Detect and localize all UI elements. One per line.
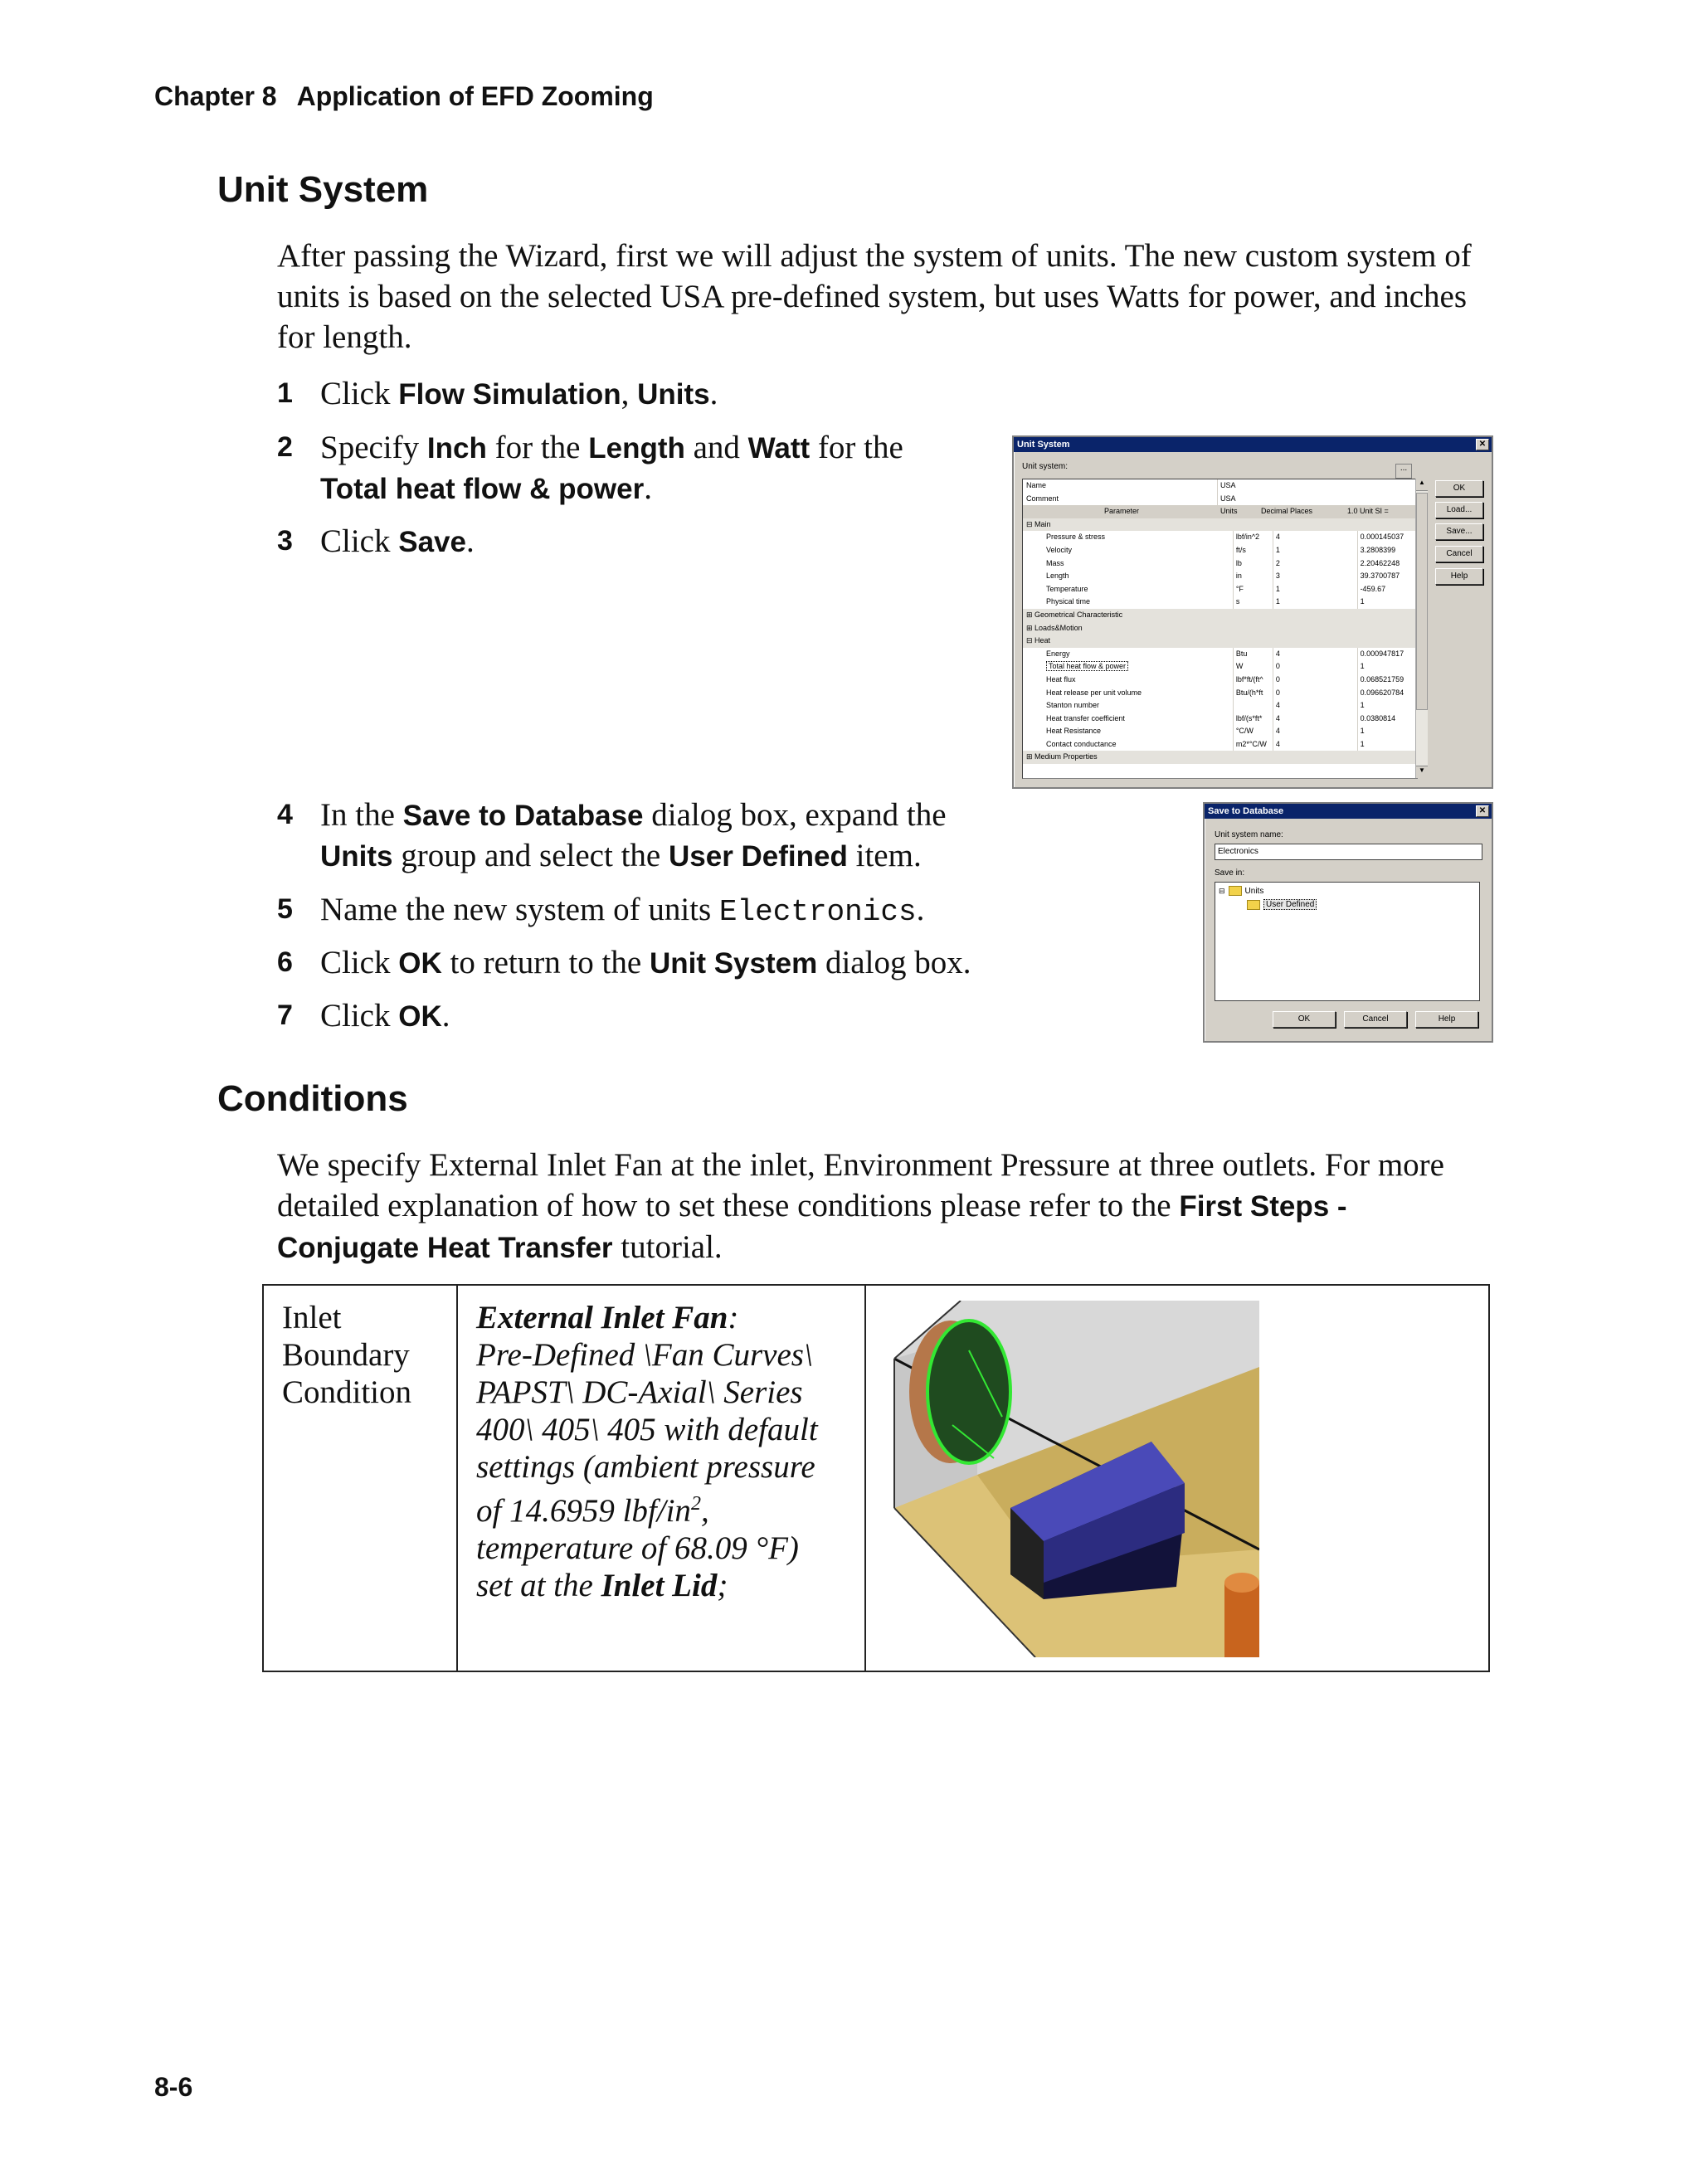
grid-row[interactable]: Velocity ft/s 1 3.2808399 xyxy=(1023,544,1417,557)
tree-node-user-defined[interactable]: User Defined xyxy=(1247,899,1317,910)
save-to-database-dialog xyxy=(1203,802,1493,1043)
grid-row[interactable]: Heat flux lbf*ft/(ft^ 0 0.068521759 xyxy=(1023,674,1417,687)
step-number: 4 xyxy=(277,799,293,830)
grid-row[interactable]: Heat release per unit volume Btu/(h*ft 0 0.096620784 xyxy=(1023,687,1417,700)
grid-row[interactable]: Mass lb 2 2.20462248 xyxy=(1023,557,1417,571)
grid-row[interactable]: Temperature °F 1 -459.67 xyxy=(1023,583,1417,596)
step-number: 1 xyxy=(277,377,293,409)
ok-button[interactable]: OK xyxy=(1435,480,1483,497)
cancel-button[interactable]: Cancel xyxy=(1435,546,1483,562)
chapter-title: Application of EFD Zooming xyxy=(296,81,654,111)
save-button[interactable]: Save... xyxy=(1435,523,1483,540)
step-number: 7 xyxy=(277,1000,293,1031)
close-icon[interactable]: ✕ xyxy=(1476,805,1489,817)
boundary-description: External Inlet Fan: Pre-Defined \Fan Curves\ PAPST\ DC-Axial\ Series 400\ 405\ 405 with default settings (ambient pressure of 14.6959 lbf/$in^2$, temperature of 68.09 °F) set at the Inlet Lid; xyxy=(476,1300,818,1603)
scrollbar[interactable] xyxy=(1415,479,1428,778)
folder-icon xyxy=(1247,900,1260,910)
step-number: 3 xyxy=(277,525,293,557)
scroll-down-icon: ▼ xyxy=(1416,766,1428,778)
tree-node-units[interactable]: ⊟ Units xyxy=(1219,886,1264,896)
dialog-titlebar: Save to Database ✕ xyxy=(1205,804,1492,819)
fan-model-illustration xyxy=(878,1301,1259,1657)
step-number: 2 xyxy=(277,431,293,463)
ok-button[interactable]: OK xyxy=(1273,1011,1336,1028)
section-heading-unit-system: Unit System xyxy=(217,169,429,210)
grid-group-row[interactable]: ⊞ Loads&Motion xyxy=(1023,622,1417,635)
grid-header: Parameter Units Decimal Places 1.0 Unit SI = xyxy=(1023,505,1417,518)
page-number: 8-6 xyxy=(154,2072,193,2102)
grid-row[interactable]: Energy Btu 4 0.000947817 xyxy=(1023,648,1417,661)
section-heading-conditions: Conditions xyxy=(217,1078,408,1119)
load-button[interactable]: Load... xyxy=(1435,502,1483,518)
step-number: 6 xyxy=(277,946,293,978)
conditions-paragraph: We specify External Inlet Fan at the inlet, Environment Pressure at three outlets. For more detailed explanation of how to set these conditions please refer to the First Steps - Conjugate Heat Transfer tutorial. xyxy=(277,1147,1444,1265)
unit-system-name-input[interactable]: Electronics xyxy=(1215,844,1482,860)
grid-row[interactable]: Stanton number 4 1 xyxy=(1023,699,1417,713)
grid-group-row[interactable]: ⊟ Main xyxy=(1023,518,1417,532)
help-button[interactable]: Help xyxy=(1435,568,1483,585)
save-in-tree[interactable] xyxy=(1215,882,1480,1001)
collapse-icon: ⊟ xyxy=(1219,886,1225,895)
grid-body xyxy=(1023,518,1417,764)
scroll-up-icon: ▲ xyxy=(1416,479,1428,491)
close-icon[interactable]: ✕ xyxy=(1476,439,1489,450)
unit-system-label: Unit system: xyxy=(1022,462,1069,471)
conditions-table xyxy=(262,1284,1490,1672)
save-in-label: Save in: xyxy=(1215,868,1245,878)
grid-row[interactable]: Pressure & stress lbf/in^2 4 0.000145037 xyxy=(1023,531,1417,544)
grid-group-row[interactable]: ⊞ Geometrical Characteristic xyxy=(1023,609,1417,622)
cancel-button[interactable]: Cancel xyxy=(1344,1011,1407,1028)
boundary-label: Inlet Boundary Condition xyxy=(282,1300,412,1410)
chapter-number: Chapter 8 xyxy=(154,81,277,111)
ellipsis-button[interactable]: ... xyxy=(1395,464,1412,479)
units-grid[interactable]: Name USA Comment USA Parameter Units Decimal Places 1.0 Unit SI = ⊟ Main Pressure & stress lbf/in^2 4 0.000145037 Velocity ft/s 1 3.2808399 Mass lb 2 2.20462248 Length in 3 39.3700787 Temperature °F 1 -459.67 Physical time s 1 1 ⊞ Geometrical Characteristic ⊞ Loads&Motion ⊟ Heat Energy Btu 4 0.000947817 Total heat flow & power W 0 1 Heat flux lbf*ft/(ft^ 0 0.068521759 Heat release per unit volume Btu/(h*ft 0 0.096620784 Stanton number 4 1 Heat transfer coefficient lbf/(s*ft* 4 0.0380814 Heat Resistance °C/W 4 1 Contact conductance m2*°C/W 4 1 ⊞ Medium Properties xyxy=(1022,479,1418,779)
folder-icon xyxy=(1229,886,1242,896)
grid-row[interactable]: Contact conductance m2*°C/W 4 1 xyxy=(1023,738,1417,752)
step-number: 5 xyxy=(277,893,293,925)
grid-group-row[interactable]: ⊞ Medium Properties xyxy=(1023,751,1417,764)
capacitor-shape xyxy=(1224,1583,1259,1657)
fan-inlet-face xyxy=(927,1321,1010,1463)
unit-system-dialog xyxy=(1012,435,1493,789)
intro-paragraph: After passing the Wizard, first we will adjust the system of units. The new custom system of units is based on the selected USA pre-defined system, but uses Watts for power, and inches for length. xyxy=(277,238,1472,355)
unit-system-name-label: Unit system name: xyxy=(1215,830,1283,839)
grid-group-row[interactable]: ⊟ Heat xyxy=(1023,635,1417,648)
grid-row[interactable]: Length in 3 39.3700787 xyxy=(1023,570,1417,583)
running-header xyxy=(154,81,654,112)
grid-row[interactable]: Heat Resistance °C/W 4 1 xyxy=(1023,725,1417,738)
grid-row[interactable]: Physical time s 1 1 xyxy=(1023,596,1417,609)
grid-row[interactable]: Heat transfer coefficient lbf/(s*ft* 4 0.0380814 xyxy=(1023,713,1417,726)
grid-row[interactable]: Total heat flow & power W 0 1 xyxy=(1023,660,1417,674)
dialog-titlebar: Unit System ✕ xyxy=(1014,437,1492,452)
help-button[interactable]: Help xyxy=(1415,1011,1478,1028)
